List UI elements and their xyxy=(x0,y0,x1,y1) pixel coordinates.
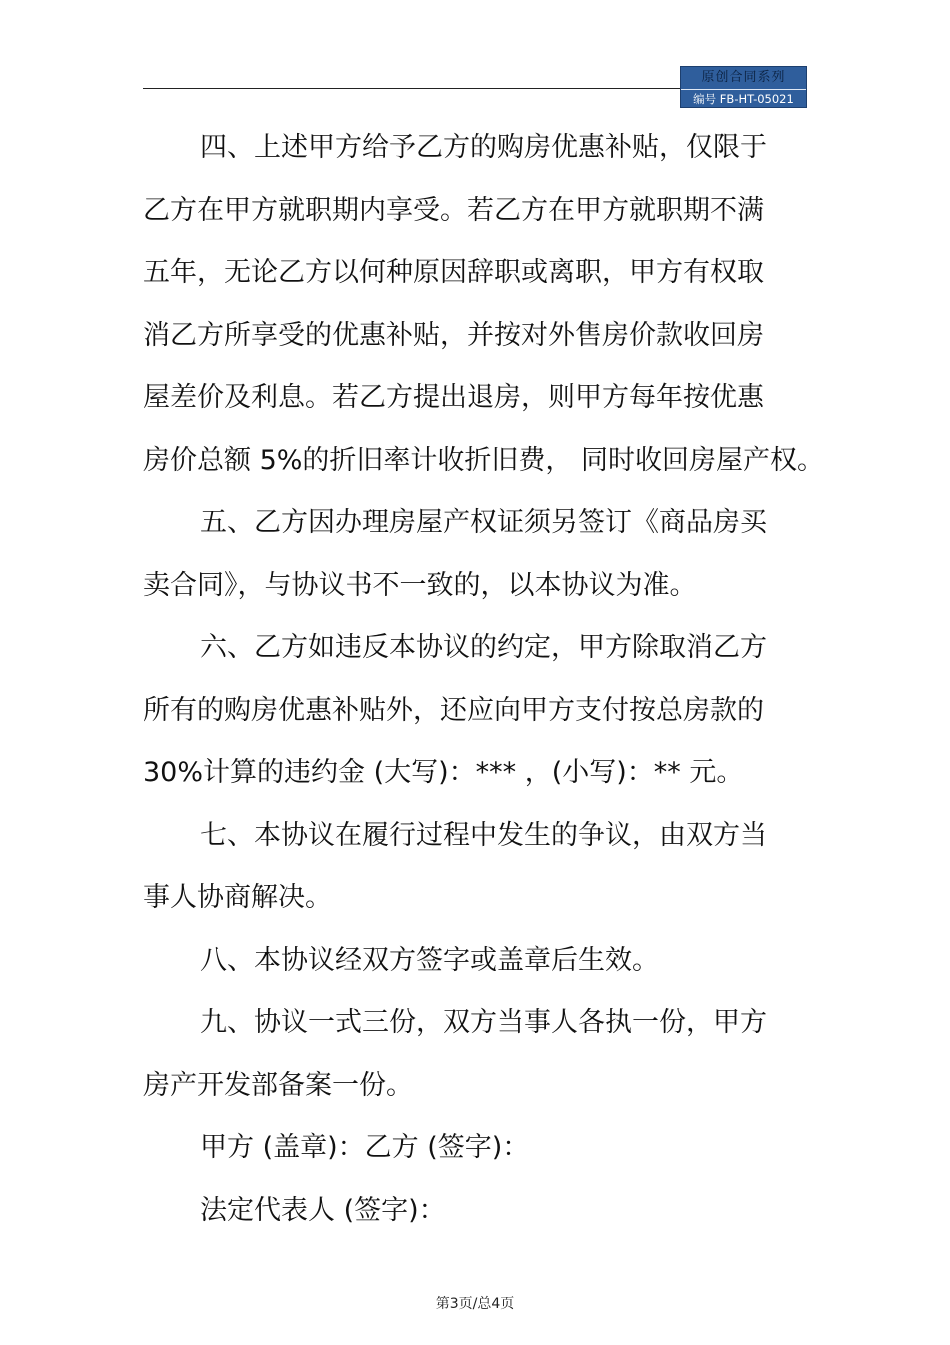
clause-4-line-6: 房价总额 5%的折旧率计收折旧费， 同时收回房屋产权。 xyxy=(143,445,824,476)
clause-8-line-1: 八、本协议经双方签字或盖章后生效。 xyxy=(200,945,659,976)
clause-5-line-1: 五、乙方因办理房屋产权证须另签订《商品房买 xyxy=(200,507,767,538)
clause-4-line-3: 五年，无论乙方以何种原因辞职或离职，甲方有权取 xyxy=(143,257,764,288)
clause-9-line-2: 房产开发部备案一份。 xyxy=(143,1070,413,1101)
clause-4-line-5: 屋差价及利息。若乙方提出退房，则甲方每年按优惠 xyxy=(143,382,764,413)
clause-6-line-1: 六、乙方如违反本协议的约定，甲方除取消乙方 xyxy=(200,632,767,663)
clause-4-line-2: 乙方在甲方就职期内享受。若乙方在甲方就职期不满 xyxy=(143,195,764,226)
series-title: 原创合同系列 xyxy=(701,70,786,85)
clause-9-line-1: 九、协议一式三份，双方当事人各执一份，甲方 xyxy=(200,1007,767,1038)
clause-5-line-2: 卖合同》，与协议书不一致的，以本协议为准。 xyxy=(143,570,697,601)
clause-7-line-2: 事人协商解决。 xyxy=(143,882,332,913)
header-rule xyxy=(143,88,680,89)
series-badge xyxy=(680,66,807,108)
clause-6-line-3: 30%计算的违约金 (大写)：*** ，(小写)：** 元。 xyxy=(143,757,744,788)
page-number: 第3页/总4页 xyxy=(435,1296,515,1312)
legal-representative-signature: 法定代表人 (签字)： xyxy=(200,1195,446,1226)
clause-4-line-4: 消乙方所享受的优惠补贴，并按对外售房价款收回房 xyxy=(143,320,764,351)
signature-parties: 甲方 (盖章)：乙方 (签字)： xyxy=(200,1132,530,1163)
clause-6-line-2: 所有的购房优惠补贴外，还应向甲方支付按总房款的 xyxy=(143,695,764,726)
document-code: 编号 FB-HT-05021 xyxy=(693,92,794,106)
clause-7-line-1: 七、本协议在履行过程中发生的争议，由双方当 xyxy=(200,820,767,851)
clause-4-line-1: 四、上述甲方给予乙方的购房优惠补贴，仅限于 xyxy=(200,132,767,163)
